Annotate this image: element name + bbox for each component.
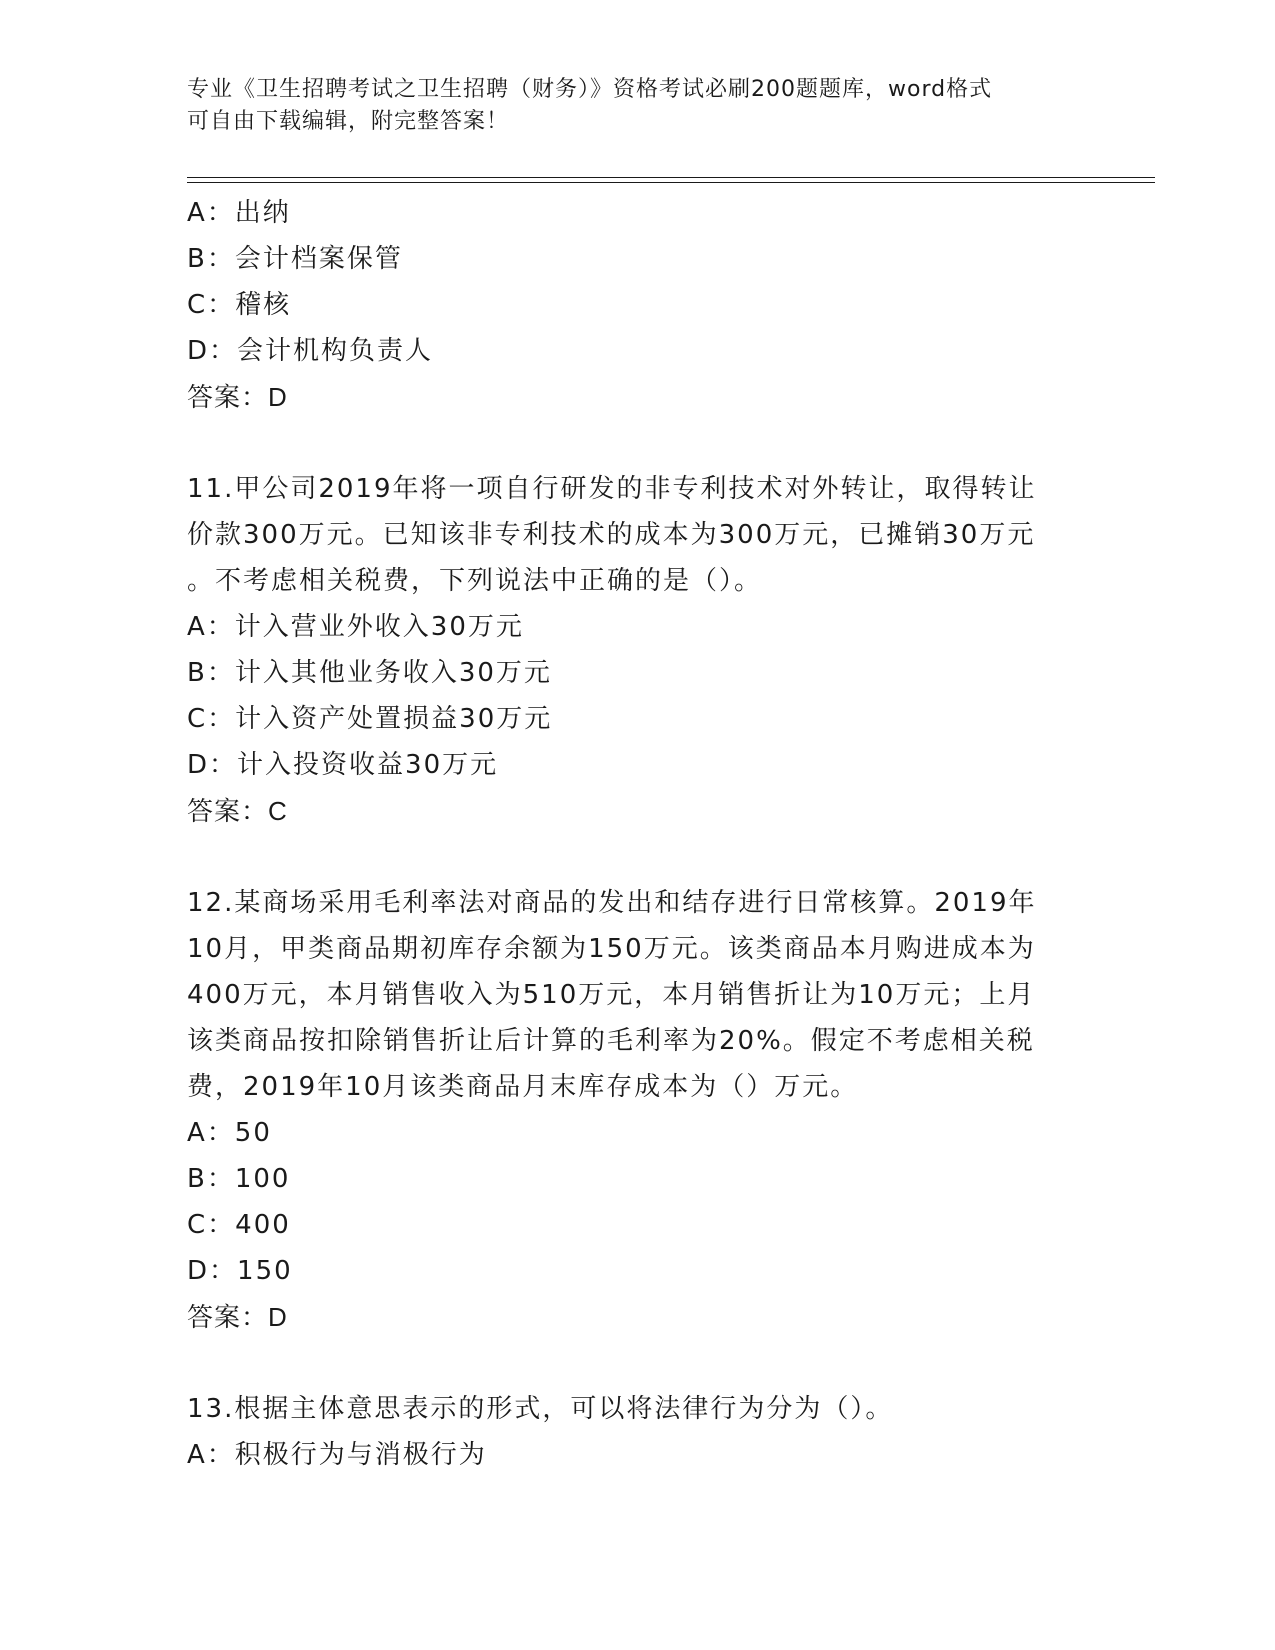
header-line-1: 专业《卫生招聘考试之卫生招聘（财务）》资格考试必刷200题题库，word格式: [187, 77, 993, 102]
header-line-2: 可自由下载编辑，附完整答案！: [187, 109, 510, 134]
answer-line: 答案：D: [187, 382, 288, 412]
question-stem-line: 12.某商场采用毛利率法对商品的发出和结存进行日常核算。2019年: [187, 888, 1037, 918]
header-divider-top: [187, 177, 1155, 178]
option-d: D：计入投资收益30万元: [187, 750, 499, 780]
question-stem-line: 价款300万元。已知该非专利技术的成本为300万元，已摊销30万元: [187, 520, 1036, 550]
question-stem-line: 11.甲公司2019年将一项自行研发的非专利技术对外转让，取得转让: [187, 474, 1037, 504]
option-c: C：计入资产处置损益30万元: [187, 704, 553, 734]
option-b: B：计入其他业务收入30万元: [187, 658, 552, 688]
option-a: A：计入营业外收入30万元: [187, 612, 524, 642]
option-a: A：50: [187, 1118, 272, 1148]
question-stem-line: 该类商品按扣除销售折让后计算的毛利率为20%。假定不考虑相关税: [187, 1026, 1035, 1056]
header-divider-bottom: [187, 182, 1155, 183]
question-stem-line: 400万元，本月销售收入为510万元，本月销售折让为10万元；上月: [187, 980, 1036, 1010]
option-d: D：会计机构负责人: [187, 336, 434, 366]
answer-line: 答案：D: [187, 1302, 288, 1332]
question-stem-line: 。不考虑相关税费，下列说法中正确的是（）。: [187, 566, 763, 596]
question-stem-line: 10月，甲类商品期初库存余额为150万元。该类商品本月购进成本为: [187, 934, 1036, 964]
question-stem-line: 13.根据主体意思表示的形式，可以将法律行为分为（）。: [187, 1394, 894, 1424]
spacer: [187, 834, 1087, 880]
option-c: C：400: [187, 1210, 291, 1240]
question-10-fragment: [187, 190, 1087, 420]
option-b: B：100: [187, 1164, 291, 1194]
question-13: [187, 1386, 1087, 1478]
question-stem-line: 费，2019年10月该类商品月末库存成本为（）万元。: [187, 1072, 859, 1102]
spacer: [187, 1340, 1087, 1386]
question-list: [187, 190, 1087, 1478]
document-header: [187, 74, 1087, 138]
question-12: [187, 880, 1087, 1340]
option-b: B：会计档案保管: [187, 244, 403, 274]
question-11: [187, 466, 1087, 834]
option-c: C：稽核: [187, 290, 292, 320]
answer-line: 答案：C: [187, 796, 288, 826]
option-d: D：150: [187, 1256, 293, 1286]
spacer: [187, 420, 1087, 466]
option-a: A：积极行为与消极行为: [187, 1440, 487, 1470]
option-a: A：出纳: [187, 198, 291, 228]
